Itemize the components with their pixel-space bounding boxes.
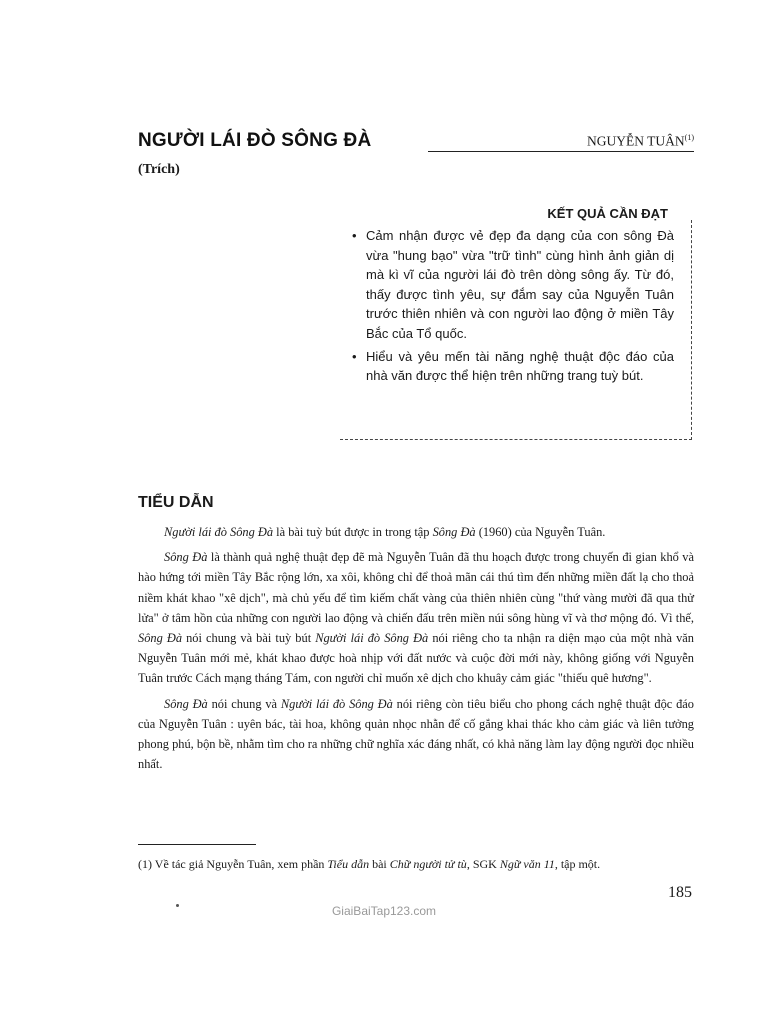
page-number: 185	[668, 884, 692, 901]
intro-heading: TIỂU DẪN	[138, 494, 214, 511]
work-title: Người lái đò Sông Đà	[280, 696, 393, 711]
goal-item	[352, 347, 674, 386]
learning-goals-box	[340, 200, 692, 440]
goal-item	[352, 226, 674, 344]
bullet-icon: •	[352, 348, 357, 364]
collection-title: Sông Đà	[432, 525, 476, 539]
paragraph-text: nói riêng còn tiêu biểu cho phong cách nghệ thuật độc đáo của Nguyễn Tuân : uyên bác, tài hoa, không quản nhọc nhằn để cố gắng khai thác kho cảm giác và liên tưởng phong phú, bộn bề, nhằm tìm cho ra những chữ nghĩa xác đáng nhất, có khả năng làm lay động người đọc nhiều nhất.	[138, 696, 695, 772]
footnote-italic: Chữ người tử tù	[389, 857, 467, 871]
footnote-text: , tập một.	[554, 857, 601, 871]
intro-paragraph-2	[138, 547, 694, 688]
footnote-italic: Ngữ văn 11	[499, 857, 555, 871]
paragraph-text: nói riêng cho ta nhận ra diện mạo của một nhà văn Nguyễn Tuân mới mẻ, khát khao được hoà nhịp với đất nước và cuộc đời mới này, không giống với Nguyễn Tuân trước Cách mạng tháng Tám, con người chỉ muốn xê dịch cho khuây cảm giác "thiếu quê hương".	[138, 631, 694, 686]
work-title: Người lái đò Sông Đà	[164, 525, 274, 539]
intro-body	[138, 522, 694, 779]
author-name	[583, 133, 694, 150]
intro-paragraph-3	[138, 694, 694, 775]
goals-border-bottom	[340, 439, 692, 440]
footnote-text: bài	[369, 857, 390, 871]
goal-text: Cảm nhận được vẻ đẹp đa dạng của con sông Đà vừa "hung bạo" vừa "trữ tình" cùng hình ảnh giản dị mà kì vĩ của người lái đò trên dòng sông ấy. Từ đó, thấy được tình yêu, sự đắm say của Nguyễn Tuân trước thiên nhiên và con người lao động ở miền Tây Bắc của Tổ quốc.	[366, 228, 674, 341]
goals-heading: KẾT QUẢ CẦN ĐẠT	[547, 206, 668, 221]
footnote-text: , SGK	[466, 857, 500, 871]
goals-list	[352, 226, 674, 389]
watermark: GiaiBaiTap123.com	[331, 904, 437, 918]
collection-title: Sông Đà	[164, 696, 208, 711]
paragraph-text: (1960) của Nguyễn Tuân.	[475, 525, 606, 539]
collection-title: Sông Đà	[138, 631, 183, 646]
paragraph-text: nói chung và bài tuỳ bút	[182, 631, 316, 646]
title-row	[138, 130, 694, 156]
footnote-rule	[138, 844, 256, 845]
excerpt-label: (Trích)	[138, 162, 180, 177]
bullet-icon: •	[352, 228, 357, 243]
goals-border-right	[691, 220, 692, 440]
collection-title: Sông Đà	[164, 550, 208, 565]
intro-paragraph-1	[138, 522, 694, 542]
paragraph-text: là thành quả nghệ thuật đẹp đẽ mà Nguyễn Tuân đã thu hoạch được trong chuyến đi gian khổ và hào hứng tới miền Tây Bắc rộng lớn, xa xôi, không chỉ để thoả mãn cái thú tìm đến những miền đất lạ cho thoả niềm khát khao "xê dịch", mà chủ yếu để tìm kiếm chất vàng của thiên nhiên cùng "thứ vàng mười đã qua thử lửa" ở tâm hồn của những con người lao động và chiến đấu trên miền núi sông hùng vĩ và thơ mộng đó. Vì thế,	[138, 550, 695, 625]
work-title: Người lái đò Sông Đà	[315, 631, 429, 646]
author-footnote-marker: (1)	[684, 133, 694, 142]
goal-text: Hiểu và yêu mến tài năng nghệ thuật độc đáo của nhà văn được thể hiện trên những trang tuỳ bút.	[366, 348, 674, 384]
paragraph-text: là bài tuỳ bút được in trong tập	[273, 525, 433, 539]
footnote-text: (1) Về tác giả Nguyễn Tuân, xem phần	[138, 857, 328, 871]
footnote	[138, 857, 694, 872]
footnote-italic: Tiểu dẫn	[327, 857, 370, 871]
page-title: NGƯỜI LÁI ĐÒ SÔNG ĐÀ	[138, 130, 372, 151]
title-rule	[428, 151, 694, 152]
paragraph-text: nói chung và	[207, 696, 281, 711]
author-text: NGUYỄN TUÂN	[587, 133, 685, 149]
